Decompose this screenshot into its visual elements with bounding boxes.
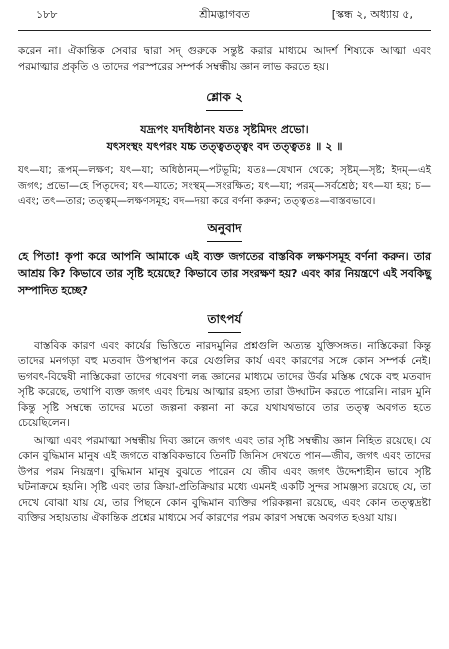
- page-number: ১৮৮: [36, 8, 58, 21]
- purport-heading-text: তাৎপর্য: [208, 311, 242, 333]
- purport-paragraph-2: আত্মা এবং পরমাত্মা সম্বন্ধীয় দিব্য জ্ঞানে জগৎ এবং তার সৃষ্টি সম্বন্ধীয় জ্ঞান নিহিত রয়েছে। যে কোন বুদ্ধিমান মানুষ এই জগতে বাস্তবিকভাবে তিনটি জিনিস দেখতে পান—জীব, জগৎ এবং তাদের উপর পরম নিয়ন্ত্রণ। বুদ্ধিমান মানুষ বুঝতে পারেন যে জীব এবং জগৎ উদ্দেশ্যহীন ভাবে সৃষ্টি ঘটনাক্রমে হয়নি। সৃষ্টি এবং তার ক্রিয়া-প্রতিক্রিয়ার মধ্যে এমনই একটি সুন্দর সামঞ্জস্য রয়েছে যে, তা দেখে বোঝা যায় যে, তার পিছনে কোন বুদ্ধিমান ব্যক্তির পরিকল্পনা রয়েছে, এবং কোন তত্ত্বদ্রষ্টা ব্যক্তির সহায়তায় ঐকান্তিক প্রশ্নের মাধ্যমে সর্ব কারণের পরম কারণ সম্বন্ধে অবগত হওয়া যায়।: [18, 434, 431, 524]
- translation-text: হে পিতা! কৃপা করে আপনি আমাকে এই ব্যক্ত জগতের বাস্তবিক লক্ষণসমূহ বর্ণনা করুন। তার আশ্রয় কি? কিভাবে তার সৃষ্টি হয়েছে? কিভাবে তার সংরক্ষণ হয়? এবং কার নিয়ন্ত্রণে এই সবকিছু সম্পাদিত হচ্ছে?: [18, 249, 431, 297]
- synonyms-paragraph: যৎ—যা; রূপম্—লক্ষণ; যৎ—যা; অধিষ্ঠানম্—পটভূমি; যতঃ—যেখান থেকে; সৃষ্টম্—সৃষ্ট; ইদম্—এই জগৎ; প্রভো—হে পিতৃদেব; যৎ—যাতে; সংস্থম্—সংরক্ষিত; যৎ—যা; পরম্—সর্বশ্রেষ্ঠ; যৎ—যা হয়; চ—এবং; তৎ—তার; তত্ত্বম্—লক্ষণসমূহ; বদ—দয়া করে বর্ণনা করুন; তত্ত্বতঃ—বাস্তবভাবে।: [18, 165, 431, 207]
- translation-heading: [18, 220, 431, 242]
- verse-heading: [18, 89, 431, 111]
- verse-heading-text: শ্লোক ২: [206, 89, 243, 111]
- chapter-reference: [স্কন্ধ ২, অধ্যায় ৫,: [331, 8, 413, 21]
- running-title: শ্রীমদ্ভাগবত: [199, 8, 250, 21]
- intro-paragraph: করেন না। ঐকান্তিক সেবার দ্বারা সদ্ গুরুকে সন্তুষ্ট করার মাধ্যমে আদর্শ শিষ্যকে আত্মা এবং পরমাত্মার প্রকৃতি ও তাদের পরস্পরের সম্পর্ক সম্বন্ধীয় জ্ঞান লাভ করতে হয়।: [18, 45, 431, 73]
- purport-heading: [18, 311, 431, 333]
- translation-heading-text: অনুবাদ: [207, 220, 241, 242]
- header-rule: [18, 30, 431, 31]
- purport-paragraph-1: বাস্তবিক কারণ এবং কার্যের ভিত্তিতে নারদমুনির প্রশ্নগুলি অত্যন্ত যুক্তিসঙ্গত। নাস্তিকেরা কিন্তু তাদের মনগড়া বহু মতবাদ উপস্থাপন করে যেগুলির কার্য এবং কারণের সঙ্গে কোন সম্পর্ক নেই। ভগবৎ-বিদ্বেষী নাস্তিকেরা তাদের গবেষণা লব্ধ জ্ঞানের মাধ্যমে তাদের উর্বর মস্তিষ্ক থেকে বহু মতবাদ সৃষ্টি করেছে, তথাপি ব্যক্ত জগৎ এবং চিন্ময় আত্মার রহস্য তারা উদ্ঘাটন করতে পারেনি। নারদ মুনি কিন্তু সৃষ্টি সম্বন্ধে তাদের মতো জল্পনা কল্পনা না করে যথাযথভাবে তার তত্ত্ব অবগত হতে চেয়েছিলেন।: [18, 339, 431, 429]
- verse-line-1: যদ্রূপং যদধিষ্ঠানং যতঃ সৃষ্টমিদং প্রভো।: [140, 123, 309, 136]
- page-header: [18, 0, 431, 30]
- verse-line-2: যৎসংস্থং যৎপরং যচ্চ তত্ত্বতত্ত্বং বদ তত্ত্বতঃ ॥ ২ ॥: [106, 140, 343, 153]
